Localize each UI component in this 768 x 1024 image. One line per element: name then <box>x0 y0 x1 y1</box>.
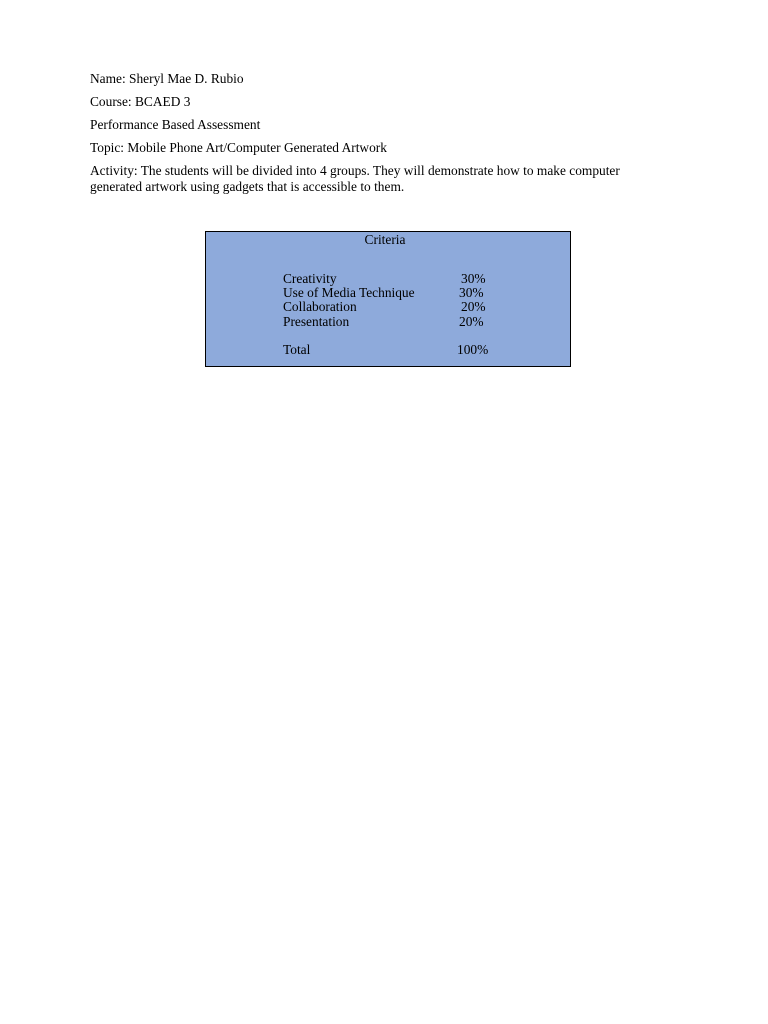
criteria-total-label: Total <box>283 341 311 357</box>
criteria-label: Collaboration <box>283 299 357 315</box>
assessment-type: Performance Based Assessment <box>90 117 261 132</box>
student-name: Name: Sheryl Mae D. Rubio <box>90 71 244 86</box>
document-body <box>90 71 650 194</box>
activity-description: Activity: The students will be divided into 4 groups. They will demonstrate how to make computer generated artwork using gadgets that is accessible to them. <box>90 163 620 194</box>
criteria-value: 30% <box>461 271 486 286</box>
criteria-box <box>205 231 571 367</box>
criteria-total-value: 100% <box>457 341 489 357</box>
criteria-label: Creativity <box>283 271 337 286</box>
criteria-title: Criteria <box>364 232 406 247</box>
criteria-value: 20% <box>459 313 484 329</box>
criteria-label: Use of Media Technique <box>283 285 415 301</box>
criteria-value: 20% <box>461 299 486 315</box>
course: Course: BCAED 3 <box>90 94 191 109</box>
topic: Topic: Mobile Phone Art/Computer Generated Artwork <box>90 140 387 155</box>
criteria-label: Presentation <box>283 313 350 329</box>
criteria-value: 30% <box>459 285 484 301</box>
